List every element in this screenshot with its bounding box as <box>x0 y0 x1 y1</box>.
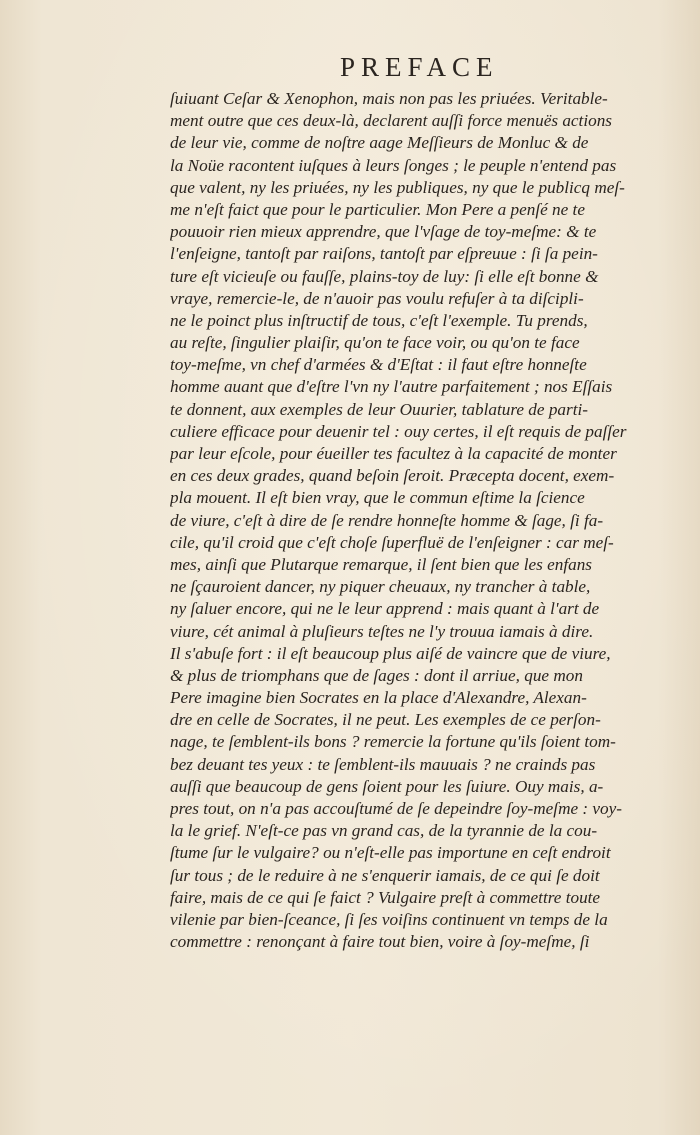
text-line: dre en celle de Socrates, il ne peut. Les exemples de ce perſon- <box>170 710 601 730</box>
text-line: ny ſaluer encore, qui ne le leur apprend : mais quant à l'art de <box>170 599 600 619</box>
text-line: ne ſçauroient dancer, ny piquer cheuaux, ny trancher à table, <box>170 577 591 597</box>
text-line: ture eſt vicieuſe ou fauſſe, plains-toy de luy: ſi elle eſt bonne & <box>170 266 599 286</box>
text-line: Il s'abuſe fort : il eſt beaucoup plus aiſé de vaincre que de viure, <box>170 643 611 663</box>
text-line: ſuiuant Ceſar & Xenophon, mais non pas les priuées. Veritable- <box>170 89 608 108</box>
text-line: vilenie par bien-ſceance, ſi ſes voiſins continuent vn temps de la <box>170 909 608 929</box>
text-line: cile, qu'il croid que c'eſt choſe ſuperfluë de l'enſeigner : car meſ- <box>170 532 614 552</box>
text-line: commettre : renonçant à faire tout bien, voire à ſoy-meſme, ſi <box>170 932 590 952</box>
text-line: homme auant que d'eſtre l'vn ny l'autre parfaitement ; nos Eſſais <box>170 377 613 397</box>
text-line: me n'eſt faict que pour le particulier. Mon Pere a penſé ne te <box>170 199 585 219</box>
text-line: Pere imagine bien Socrates en la place d'Alexandre, Alexan- <box>170 688 587 708</box>
text-line: te donnent, aux exemples de leur Ouurier, tablature de parti- <box>170 399 588 419</box>
text-line: de viure, c'eſt à dire de ſe rendre honneſte homme & ſage, ſi fa- <box>170 510 604 530</box>
text-line: ne le poinct plus inſtructif de tous, c'eſt l'exemple. Tu prends, <box>170 310 588 330</box>
text-line: au reſte, ſingulier plaiſir, qu'on te face voir, ou qu'on te face <box>170 333 580 353</box>
text-line: la le grief. N'eſt-ce pas vn grand cas, de la tyrannie de la cou- <box>170 821 598 841</box>
text-line: ment outre que ces deux-là, declarent auſſi force menuës actions <box>170 111 612 131</box>
text-line: pla mouent. Il eſt bien vray, que le commun eſtime la ſcience <box>170 488 585 508</box>
text-line: culiere efficace pour deuenir tel : ouy certes, il eſt requis de paſſer <box>170 421 627 441</box>
text-line: & plus de triomphans que de ſages : dont il arriue, que mon <box>170 665 583 685</box>
text-line: faire, mais de ce qui ſe faict ? Vulgaire preſt à commettre toute <box>170 887 601 907</box>
body-text <box>170 88 678 953</box>
text-line: de leur vie, comme de noſtre aage Meſſieurs de Monluc & de <box>170 133 589 153</box>
text-line: bez deuant tes yeux : te ſemblent-ils mauuais ? ne crainds pas <box>170 754 596 774</box>
text-line: que valent, ny les priuées, ny les publiques, ny que le publicq meſ- <box>170 177 625 197</box>
running-head: PREFACE <box>340 52 499 82</box>
text-line: l'enſeigne, tantoſt par raiſons, tantoſt par eſpreuue : ſi ſa pein- <box>170 244 598 264</box>
text-line: mes, ainſi que Plutarque remarque, il ſent bien que les enfans <box>170 554 592 574</box>
text-line: la Noüe racontent iuſques à leurs ſonges ; le peuple n'entend pas <box>170 155 617 175</box>
text-line: nage, te ſemblent-ils bons ? remercie la fortune qu'ils ſoient tom- <box>170 732 616 752</box>
text-line: en ces deux grades, quand beſoin ſeroit. Præcepta docent, exem- <box>170 466 615 486</box>
text-line: ſur tous ; de le reduire à ne s'enquerir iamais, de ce qui ſe doit <box>170 865 600 885</box>
text-line: auſſi que beaucoup de gens ſoient pour les ſuiure. Ouy mais, a- <box>170 776 604 796</box>
text-line: vraye, remercie-le, de n'auoir pas voulu refuſer à ta diſcipli- <box>170 288 584 308</box>
text-line: ſtume ſur le vulgaire? ou n'eſt-elle pas importune en ceſt endroit <box>170 843 611 863</box>
text-line: toy-meſme, vn chef d'armées & d'Eſtat : il faut eſtre honneſte <box>170 355 587 375</box>
text-line: pres tout, on n'a pas accouſtumé de ſe depeindre ſoy-meſme : voy- <box>170 799 623 818</box>
text-line: viure, cét animal à pluſieurs teſtes ne l'y trouua iamais à dire. <box>170 621 594 641</box>
text-line: pouuoir rien mieux apprendre, que l'vſage de toy-meſme: & te <box>170 222 597 242</box>
text-line: par leur eſcole, pour éueiller tes facultez à la capacité de monter <box>170 444 617 463</box>
